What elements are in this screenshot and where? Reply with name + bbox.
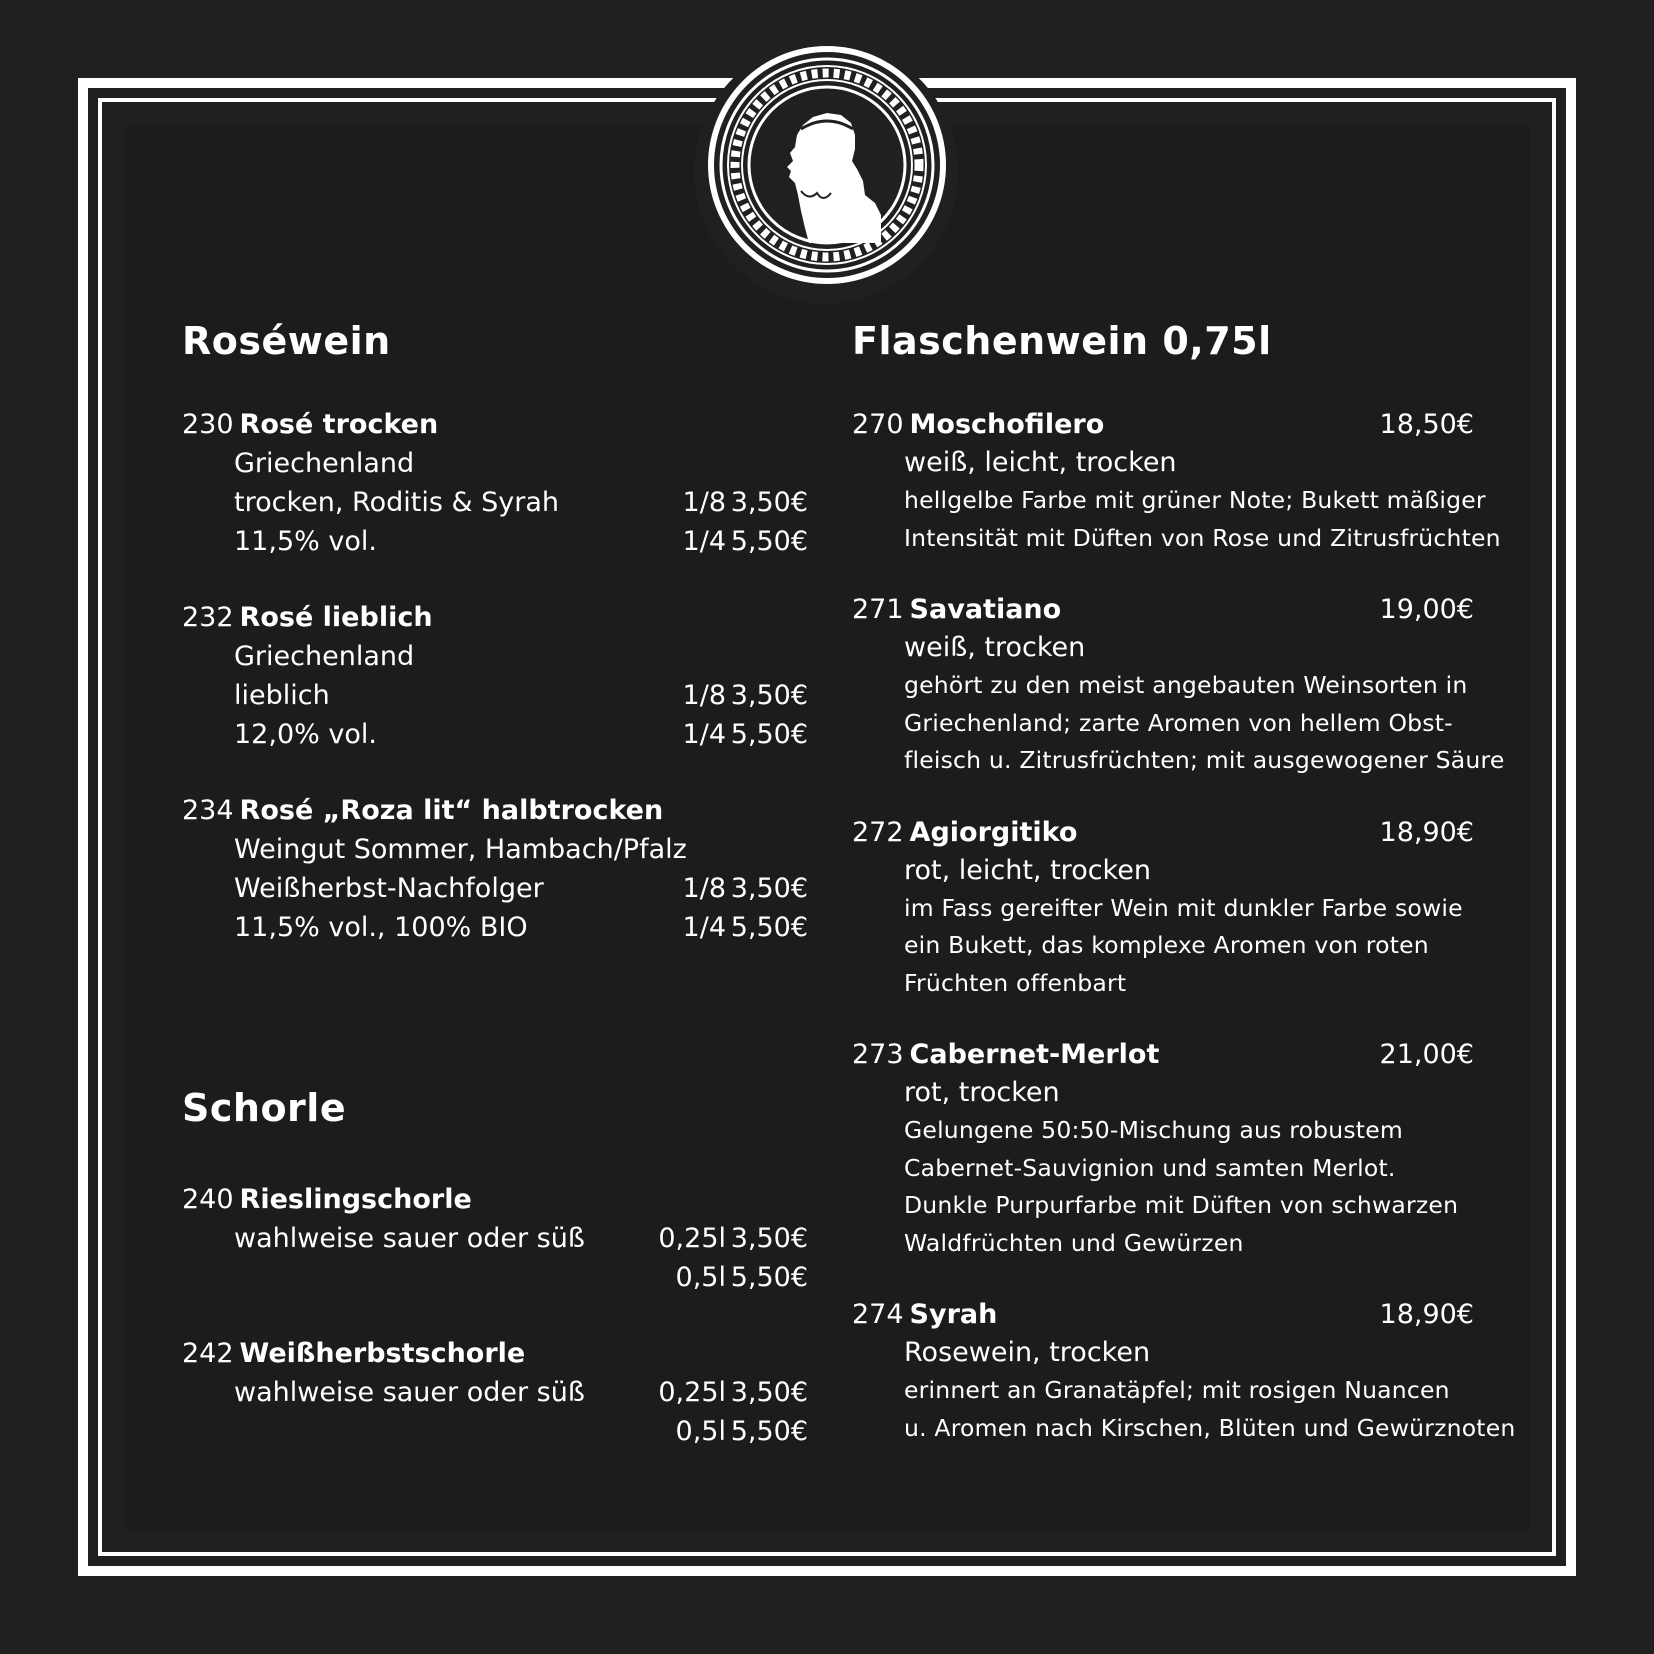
item-detail: Weingut Sommer, Hambach/Pfalz bbox=[234, 834, 687, 865]
item-description: im Fass gereifter Wein mit dunkler Farbe sowie bbox=[904, 893, 1463, 922]
item-price: 19,00€ bbox=[1379, 594, 1474, 625]
item-subtitle: Rosewein, trocken bbox=[904, 1337, 1151, 1368]
item-detail: Weißherbst-Nachfolger bbox=[234, 873, 544, 904]
item-number: 240 bbox=[182, 1184, 234, 1215]
item-detail: Griechenland bbox=[234, 641, 415, 672]
item-description: Waldfrüchten und Gewürzen bbox=[904, 1228, 1244, 1257]
item-description: Dunkle Purpurfarbe mit Düften von schwarzen bbox=[904, 1191, 1459, 1219]
menu-item-272 bbox=[852, 814, 1474, 1003]
item-description: erinnert an Granatäpfel; mit rosigen Nuancen bbox=[904, 1376, 1450, 1404]
item-amount: 1/4 bbox=[682, 912, 726, 943]
menu-item-232 bbox=[182, 599, 808, 754]
menu-item-273 bbox=[852, 1036, 1474, 1262]
item-detail: wahlweise sauer oder süß bbox=[234, 1377, 585, 1408]
item-detail: wahlweise sauer oder süß bbox=[234, 1223, 585, 1254]
item-amount: 0,5l bbox=[675, 1262, 726, 1293]
item-name: Savatiano bbox=[909, 594, 1062, 625]
item-name: Rosé trocken bbox=[239, 409, 439, 440]
item-subtitle: weiß, trocken bbox=[904, 632, 1086, 663]
menu-item-274 bbox=[852, 1296, 1516, 1447]
item-number: 272 bbox=[852, 816, 904, 848]
menu-item-234 bbox=[182, 792, 808, 947]
greek-head-emblem-icon bbox=[705, 43, 949, 287]
item-price: 21,00€ bbox=[1379, 1039, 1474, 1070]
item-amount: 0,25l bbox=[658, 1377, 726, 1408]
item-number: 242 bbox=[182, 1338, 234, 1369]
item-price: 3,50€ bbox=[730, 873, 808, 904]
item-subtitle: weiß, leicht, trocken bbox=[904, 447, 1177, 478]
menu-item-242 bbox=[182, 1335, 808, 1451]
item-price: 5,50€ bbox=[730, 719, 808, 750]
item-amount: 1/8 bbox=[682, 680, 726, 711]
item-detail: Griechenland bbox=[234, 448, 415, 479]
item-number: 271 bbox=[852, 594, 904, 625]
item-description: hellgelbe Farbe mit grüner Note; Bukett mäßiger bbox=[904, 486, 1486, 514]
section-title-flaschenwein: Flaschenwein 0,75l bbox=[852, 319, 1272, 363]
item-price: 3,50€ bbox=[730, 1223, 808, 1254]
item-subtitle: rot, trocken bbox=[904, 1077, 1060, 1108]
item-detail: 11,5% vol. bbox=[234, 526, 377, 557]
left-column bbox=[182, 312, 808, 1451]
item-description: Früchten offenbart bbox=[904, 968, 1127, 997]
section-title-rose: Roséwein bbox=[182, 319, 391, 363]
item-name: Syrah bbox=[909, 1299, 998, 1330]
item-amount: 0,5l bbox=[675, 1416, 726, 1447]
item-name: Rosé lieblich bbox=[239, 602, 433, 633]
item-description: gehört zu den meist angebauten Weinsorten in bbox=[904, 671, 1468, 699]
section-title-schorle: Schorle bbox=[182, 1086, 347, 1130]
item-description: ein Bukett, das komplexe Aromen von roten bbox=[904, 931, 1429, 959]
item-price: 18,50€ bbox=[1379, 409, 1474, 440]
item-amount: 1/4 bbox=[682, 719, 726, 750]
item-price: 5,50€ bbox=[730, 912, 808, 943]
item-number: 234 bbox=[182, 795, 234, 826]
item-name: Cabernet-Merlot bbox=[909, 1039, 1160, 1070]
item-name: Rieslingschorle bbox=[239, 1184, 472, 1215]
item-number: 274 bbox=[852, 1299, 904, 1330]
item-description: Griechenland; zarte Aromen von hellem Obst- bbox=[904, 708, 1453, 737]
item-amount: 0,25l bbox=[658, 1223, 726, 1254]
item-number: 230 bbox=[182, 409, 234, 440]
item-name: Weißherbstschorle bbox=[239, 1338, 526, 1369]
item-detail: 12,0% vol. bbox=[234, 719, 377, 750]
item-number: 270 bbox=[852, 409, 904, 440]
item-price: 5,50€ bbox=[730, 526, 808, 557]
item-detail: trocken, Roditis & Syrah bbox=[234, 487, 559, 518]
item-price: 3,50€ bbox=[730, 487, 808, 518]
item-name: Moschofilero bbox=[909, 409, 1105, 440]
item-description: Intensität mit Düften von Rose und Zitrusfrüchten bbox=[904, 523, 1501, 552]
item-amount: 1/8 bbox=[682, 873, 726, 904]
item-subtitle: rot, leicht, trocken bbox=[904, 854, 1151, 886]
right-column bbox=[852, 312, 1516, 1447]
item-detail: 11,5% vol., 100% BIO bbox=[234, 912, 528, 943]
menu-item-240 bbox=[182, 1181, 808, 1297]
item-price: 18,90€ bbox=[1379, 1299, 1474, 1330]
item-price: 3,50€ bbox=[730, 680, 808, 711]
item-description: fleisch u. Zitrusfrüchten; mit ausgewogener Säure bbox=[904, 746, 1505, 774]
menu-item-230 bbox=[182, 406, 808, 561]
menu-item-270 bbox=[852, 406, 1501, 557]
item-description: Gelungene 50:50-Mischung aus robustem bbox=[904, 1116, 1403, 1144]
item-name: Rosé „Roza lit“ halbtrocken bbox=[239, 795, 664, 826]
item-amount: 1/4 bbox=[682, 526, 726, 557]
item-price: 5,50€ bbox=[730, 1262, 808, 1293]
menu-item-271 bbox=[852, 591, 1505, 780]
item-number: 232 bbox=[182, 602, 234, 633]
item-price: 5,50€ bbox=[730, 1416, 808, 1447]
item-number: 273 bbox=[852, 1039, 904, 1070]
item-amount: 1/8 bbox=[682, 487, 726, 518]
item-detail: lieblich bbox=[234, 680, 330, 711]
item-price: 18,90€ bbox=[1379, 816, 1474, 848]
item-description: u. Aromen nach Kirschen, Blüten und Gewürznoten bbox=[904, 1413, 1516, 1442]
item-name: Agiorgitiko bbox=[909, 816, 1078, 848]
item-price: 3,50€ bbox=[730, 1377, 808, 1408]
item-description: Cabernet-Sauvignion und samten Merlot. bbox=[904, 1153, 1396, 1182]
